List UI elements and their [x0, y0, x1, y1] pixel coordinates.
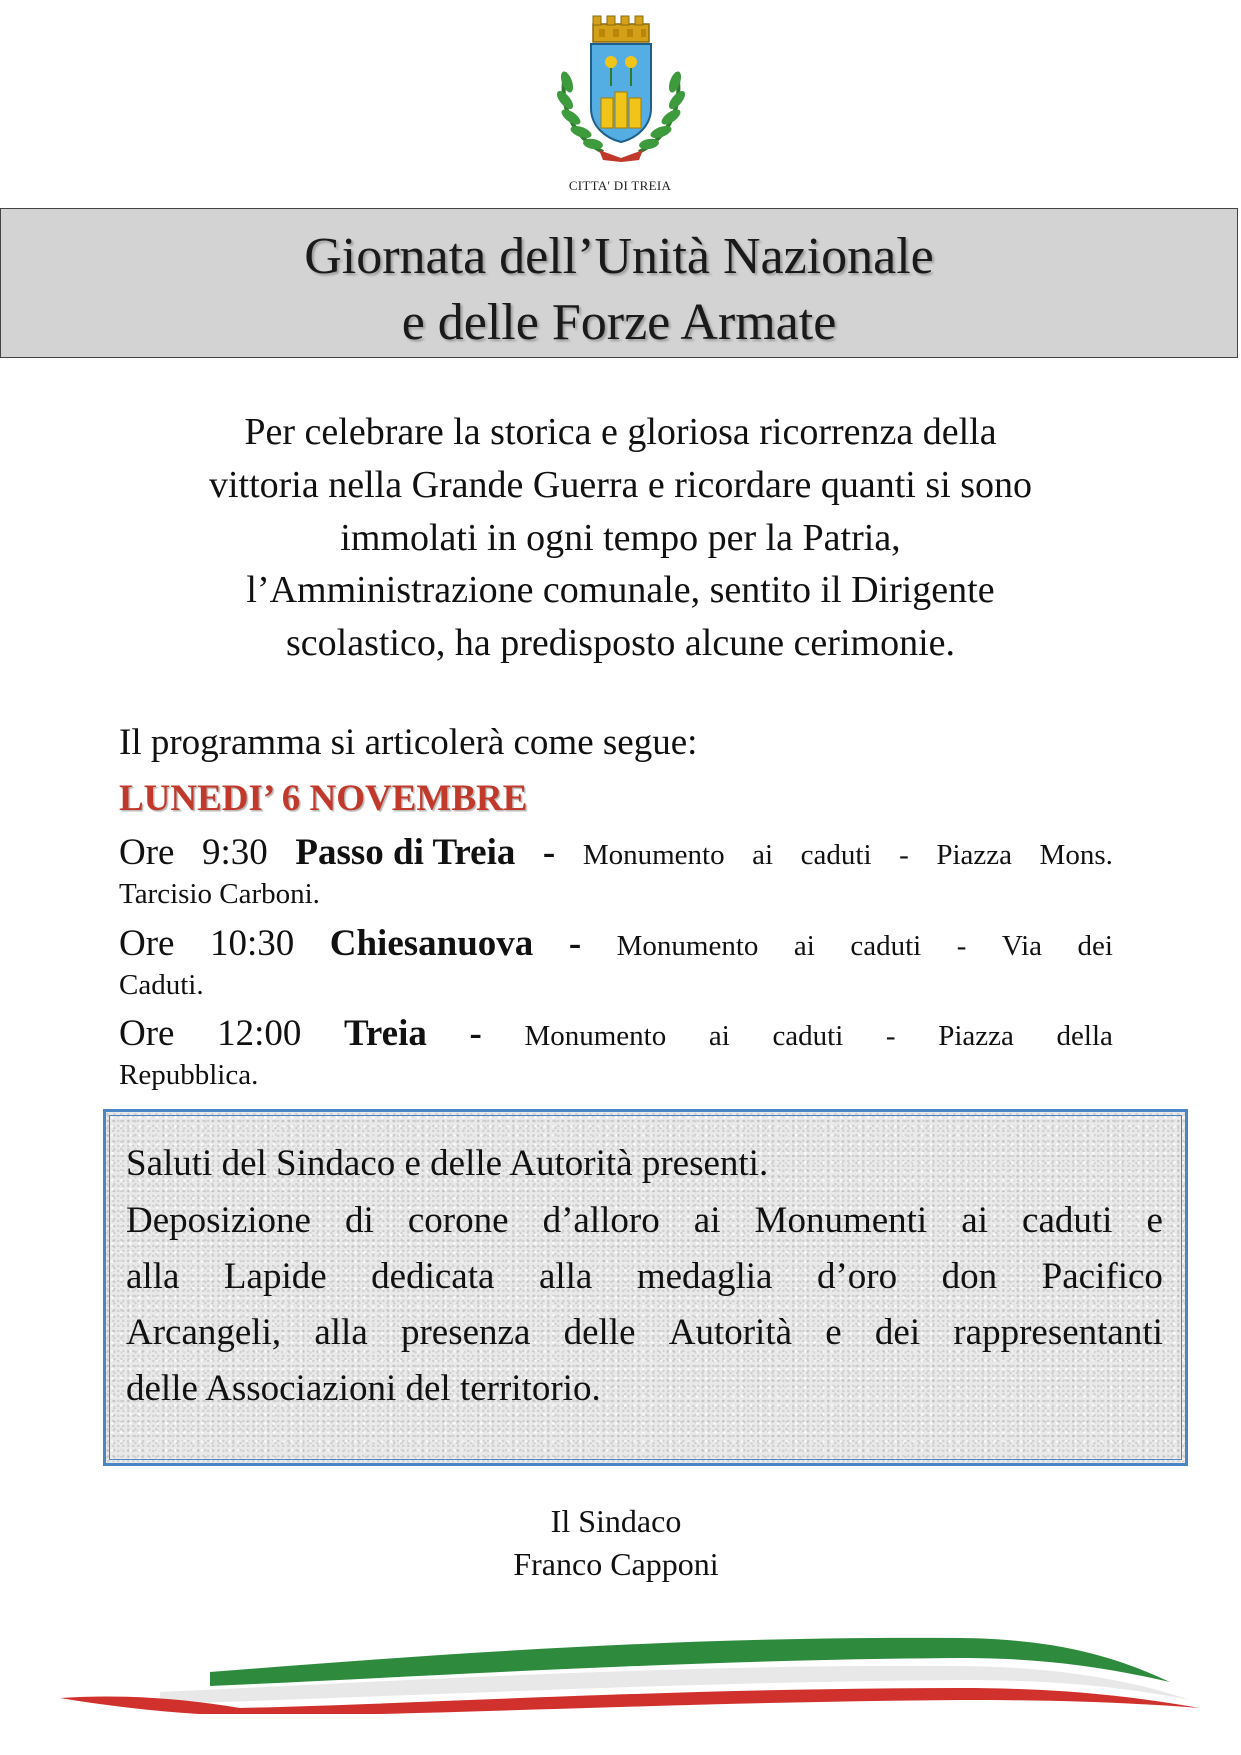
ceremony-word: rappresentanti — [953, 1312, 1163, 1353]
schedule-item — [119, 834, 1113, 909]
ceremony-box — [103, 1109, 1188, 1466]
schedule-word: Monumento — [616, 930, 759, 962]
ceremony-word: ai — [693, 1200, 721, 1241]
intro-line: vittoria nella Grande Guerra e ricordare quanti si sono — [208, 464, 1032, 506]
schedule-word: Piazza — [936, 839, 1012, 871]
schedule-word: Piazza — [938, 1020, 1014, 1052]
schedule-word: caduti — [850, 930, 922, 962]
signature-role: Il Sindaco — [550, 1503, 682, 1539]
schedule-continuation: Repubblica. — [119, 1059, 259, 1091]
schedule-word: caduti — [772, 1020, 844, 1052]
ceremony-greeting: Saluti del Sindaco e delle Autorità presenti. — [126, 1143, 769, 1184]
schedule-word: - — [956, 930, 967, 962]
ceremony-word: medaglia — [636, 1256, 773, 1297]
schedule-time: 9:30 — [202, 832, 268, 873]
ceremony-word: Deposizione — [126, 1200, 311, 1241]
ceremony-word: caduti — [1022, 1200, 1113, 1241]
page-title-line-2: e delle Forze Armate — [401, 294, 837, 351]
ceremony-word: corone — [407, 1200, 509, 1241]
schedule-ore: Ore — [119, 832, 175, 873]
municipal-crest-icon — [553, 12, 689, 164]
ceremony-word: Autorità — [668, 1312, 793, 1353]
schedule-word: Via — [1001, 930, 1043, 962]
schedule-item — [119, 925, 1113, 1000]
ceremony-word: Arcangeli, — [126, 1312, 282, 1353]
ceremony-word: alla — [538, 1256, 593, 1297]
ceremony-word: dedicata — [371, 1256, 495, 1297]
ceremony-word: di — [345, 1200, 374, 1241]
ceremony-word: Lapide — [223, 1256, 327, 1297]
ceremony-word: Pacifico — [1041, 1256, 1163, 1297]
ceremony-word: delle — [563, 1312, 636, 1353]
schedule-time: 12:00 — [217, 1013, 302, 1054]
schedule-word: dei — [1077, 930, 1113, 962]
signature-name: Franco Capponi — [513, 1546, 719, 1582]
event-date: LUNEDI’ 6 NOVEMBRE — [119, 778, 528, 819]
schedule-place: Chiesanuova — [329, 923, 534, 964]
crest-caption: CITTA' DI TREIA — [568, 178, 672, 193]
schedule-item — [119, 1015, 1113, 1090]
intro-line: immolati in ogni tempo per la Patria, — [340, 517, 901, 559]
ceremony-word: d’oro — [816, 1256, 898, 1297]
schedule-word: Monumento — [524, 1020, 667, 1052]
schedule-word: caduti — [800, 839, 872, 871]
intro-line: Per celebrare la storica e gloriosa ricorrenza della — [244, 411, 997, 453]
ceremony-line — [126, 1314, 1163, 1351]
schedule-word: Mons. — [1039, 839, 1113, 871]
ceremony-word: d’alloro — [542, 1200, 660, 1241]
intro-line: scolastico, ha predisposto alcune cerimonie. — [285, 622, 955, 664]
schedule-place: Treia — [344, 1013, 427, 1054]
schedule-dash: - — [542, 832, 556, 873]
ceremony-word: alla — [314, 1312, 368, 1353]
schedule-word: ai — [708, 1020, 730, 1052]
schedule-dash: - — [469, 1013, 482, 1054]
title-banner — [0, 208, 1238, 358]
program-intro: Il programma si articolerà come segue: — [119, 722, 698, 763]
ceremony-word: dei — [874, 1312, 921, 1353]
schedule-word: - — [899, 839, 909, 871]
schedule-continuation: Tarcisio Carboni. — [119, 878, 320, 910]
ceremony-word: Monumenti — [754, 1200, 928, 1241]
schedule-continuation: Caduti. — [119, 969, 204, 1001]
schedule-ore: Ore — [119, 923, 175, 964]
schedule-time: 10:30 — [209, 923, 295, 964]
schedule-word: ai — [793, 930, 815, 962]
ceremony-line — [126, 1202, 1163, 1239]
ceremony-word: don — [941, 1256, 998, 1297]
schedule-word: della — [1056, 1020, 1113, 1052]
schedule-word: ai — [752, 839, 774, 871]
schedule-word: Monumento — [582, 839, 725, 871]
ceremony-word: e — [825, 1312, 842, 1353]
page-title-line-1: Giornata dell’Unità Nazionale — [304, 228, 934, 285]
schedule-word: - — [885, 1020, 896, 1052]
ceremony-line — [126, 1258, 1163, 1295]
schedule-ore: Ore — [119, 1013, 175, 1054]
italian-flag-ribbon — [60, 1624, 1200, 1714]
intro-line: l’Amministrazione comunale, sentito il Dirigente — [246, 569, 995, 611]
ceremony-line-last: delle Associazioni del territorio. — [126, 1368, 601, 1409]
ceremony-word: e — [1146, 1200, 1163, 1241]
ceremony-word: alla — [126, 1256, 180, 1297]
schedule-dash: - — [568, 923, 582, 964]
ceremony-word: presenza — [400, 1312, 531, 1353]
ceremony-word: ai — [961, 1200, 988, 1241]
schedule-place: Passo di Treia — [295, 832, 516, 873]
